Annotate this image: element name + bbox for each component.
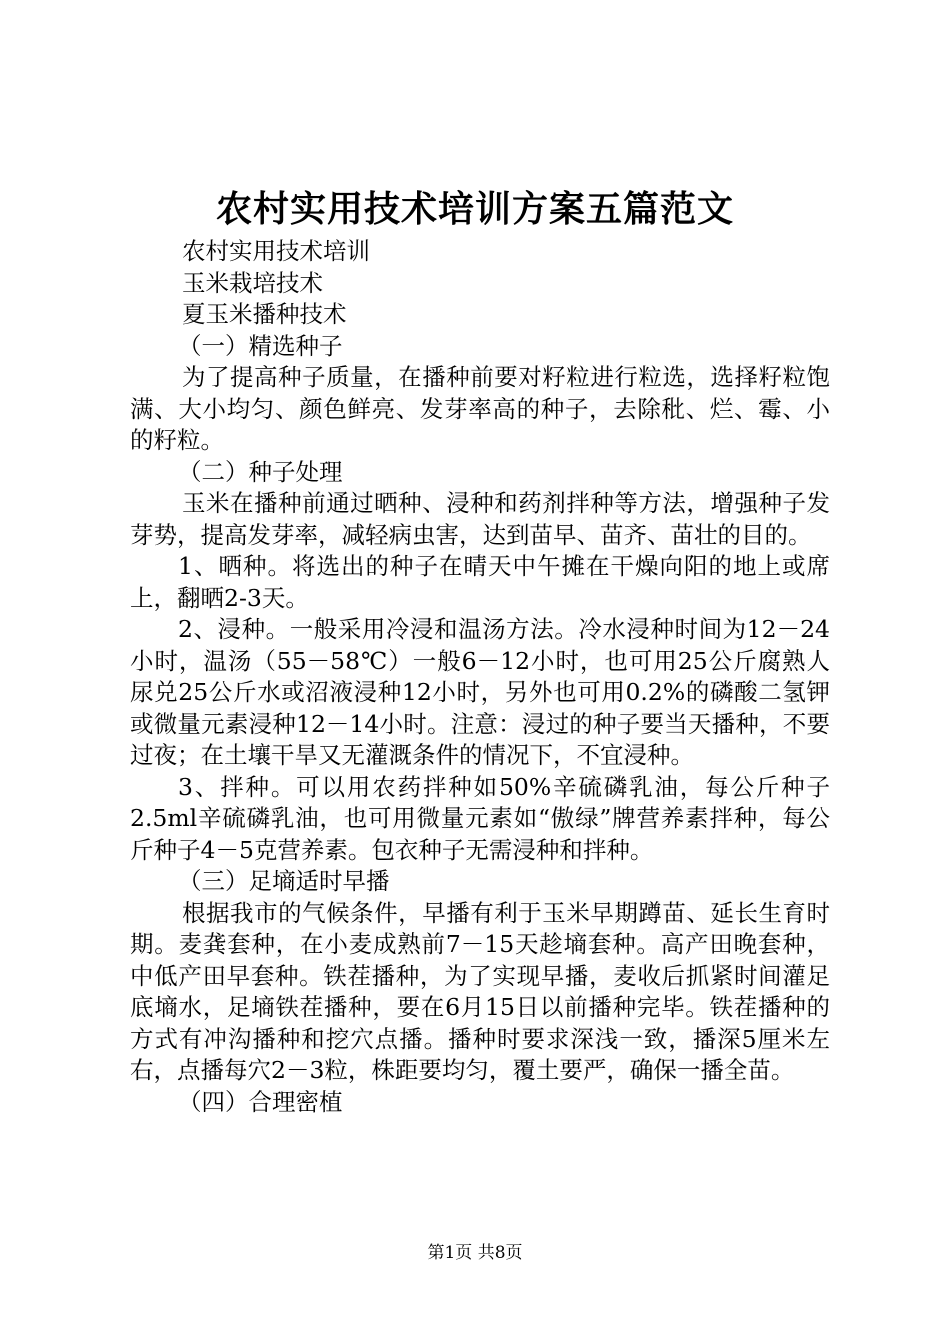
paragraph-seed-dressing: 3、拌种。可以用农药拌种如50%辛硫磷乳油，每公斤种子2.5ml辛硫磷乳油，也可用微量元素如“傲绿”牌营养素拌种，每公斤种子4－5克营养素。包衣种子无需浸种和拌种。 [130,772,830,864]
section-heading-early-sowing: （三）足墒适时早播 [178,867,390,895]
document-title: 农村实用技术培训方案五篇范文 [215,188,734,230]
page-footer: 第1页 共8页 [427,1243,523,1263]
section-heading-dense-planting: （四）合理密植 [178,1087,343,1116]
paragraph-heading-training: 农村实用技术培训 [182,237,370,265]
section-heading-seed-selection: （一）精选种子 [178,331,343,360]
section-heading-seed-treatment: （二）种子处理 [178,457,343,486]
paragraph-soaking: 2、浸种。一般采用冷浸和温汤方法。冷水浸种时间为12－24小时，温汤（55－58℃）一般6－12小时，也可用25公斤腐熟人尿兑25公斤水或沼液浸种12小时，另外也可用0.2%的磷酸二氢钾或微量元素浸种12－14小时。注意：浸过的种子要当天播种，不要过夜；在土壤干旱又无灌溉条件的情况下，不宜浸种。 [130,615,830,769]
paragraph-sun-drying: 1、晒种。将选出的种子在晴天中午摊在干燥向阳的地上或席上，翻晒2-3天。 [130,552,830,612]
paragraph-heading-corn-cultivation: 玉米栽培技术 [182,268,323,297]
document-body [130,236,830,1118]
paragraph-heading-summer-corn-sowing: 夏玉米播种技术 [182,300,347,328]
paragraph-seed-selection: 为了提高种子质量，在播种前要对籽粒进行粒选，选择籽粒饱满、大小均匀、颜色鲜亮、发芽率高的种子，去除秕、烂、霉、小的籽粒。 [130,363,830,454]
paragraph-early-sowing: 根据我市的气候条件，早播有利于玉米早期蹲苗、延长生育时期。麦龚套种，在小麦成熟前7－15天趁墒套种。高产田晚套种，中低产田早套种。铁茬播种，为了实现早播，麦收后抓紧时间灌足底墒水，足墒铁茬播种，要在6月15日以前播种完毕。铁茬播种的方式有冲沟播种和挖穴点播。播种时要求深浅一致，播深5厘米左右，点播每穴2－3粒，株距要均匀，覆土要严，确保一播全苗。 [130,898,830,1084]
paragraph-seed-treatment: 玉米在播种前通过晒种、浸种和药剂拌种等方法，增强种子发芽势，提高发芽率，减轻病虫害，达到苗早、苗齐、苗壮的目的。 [130,489,830,549]
